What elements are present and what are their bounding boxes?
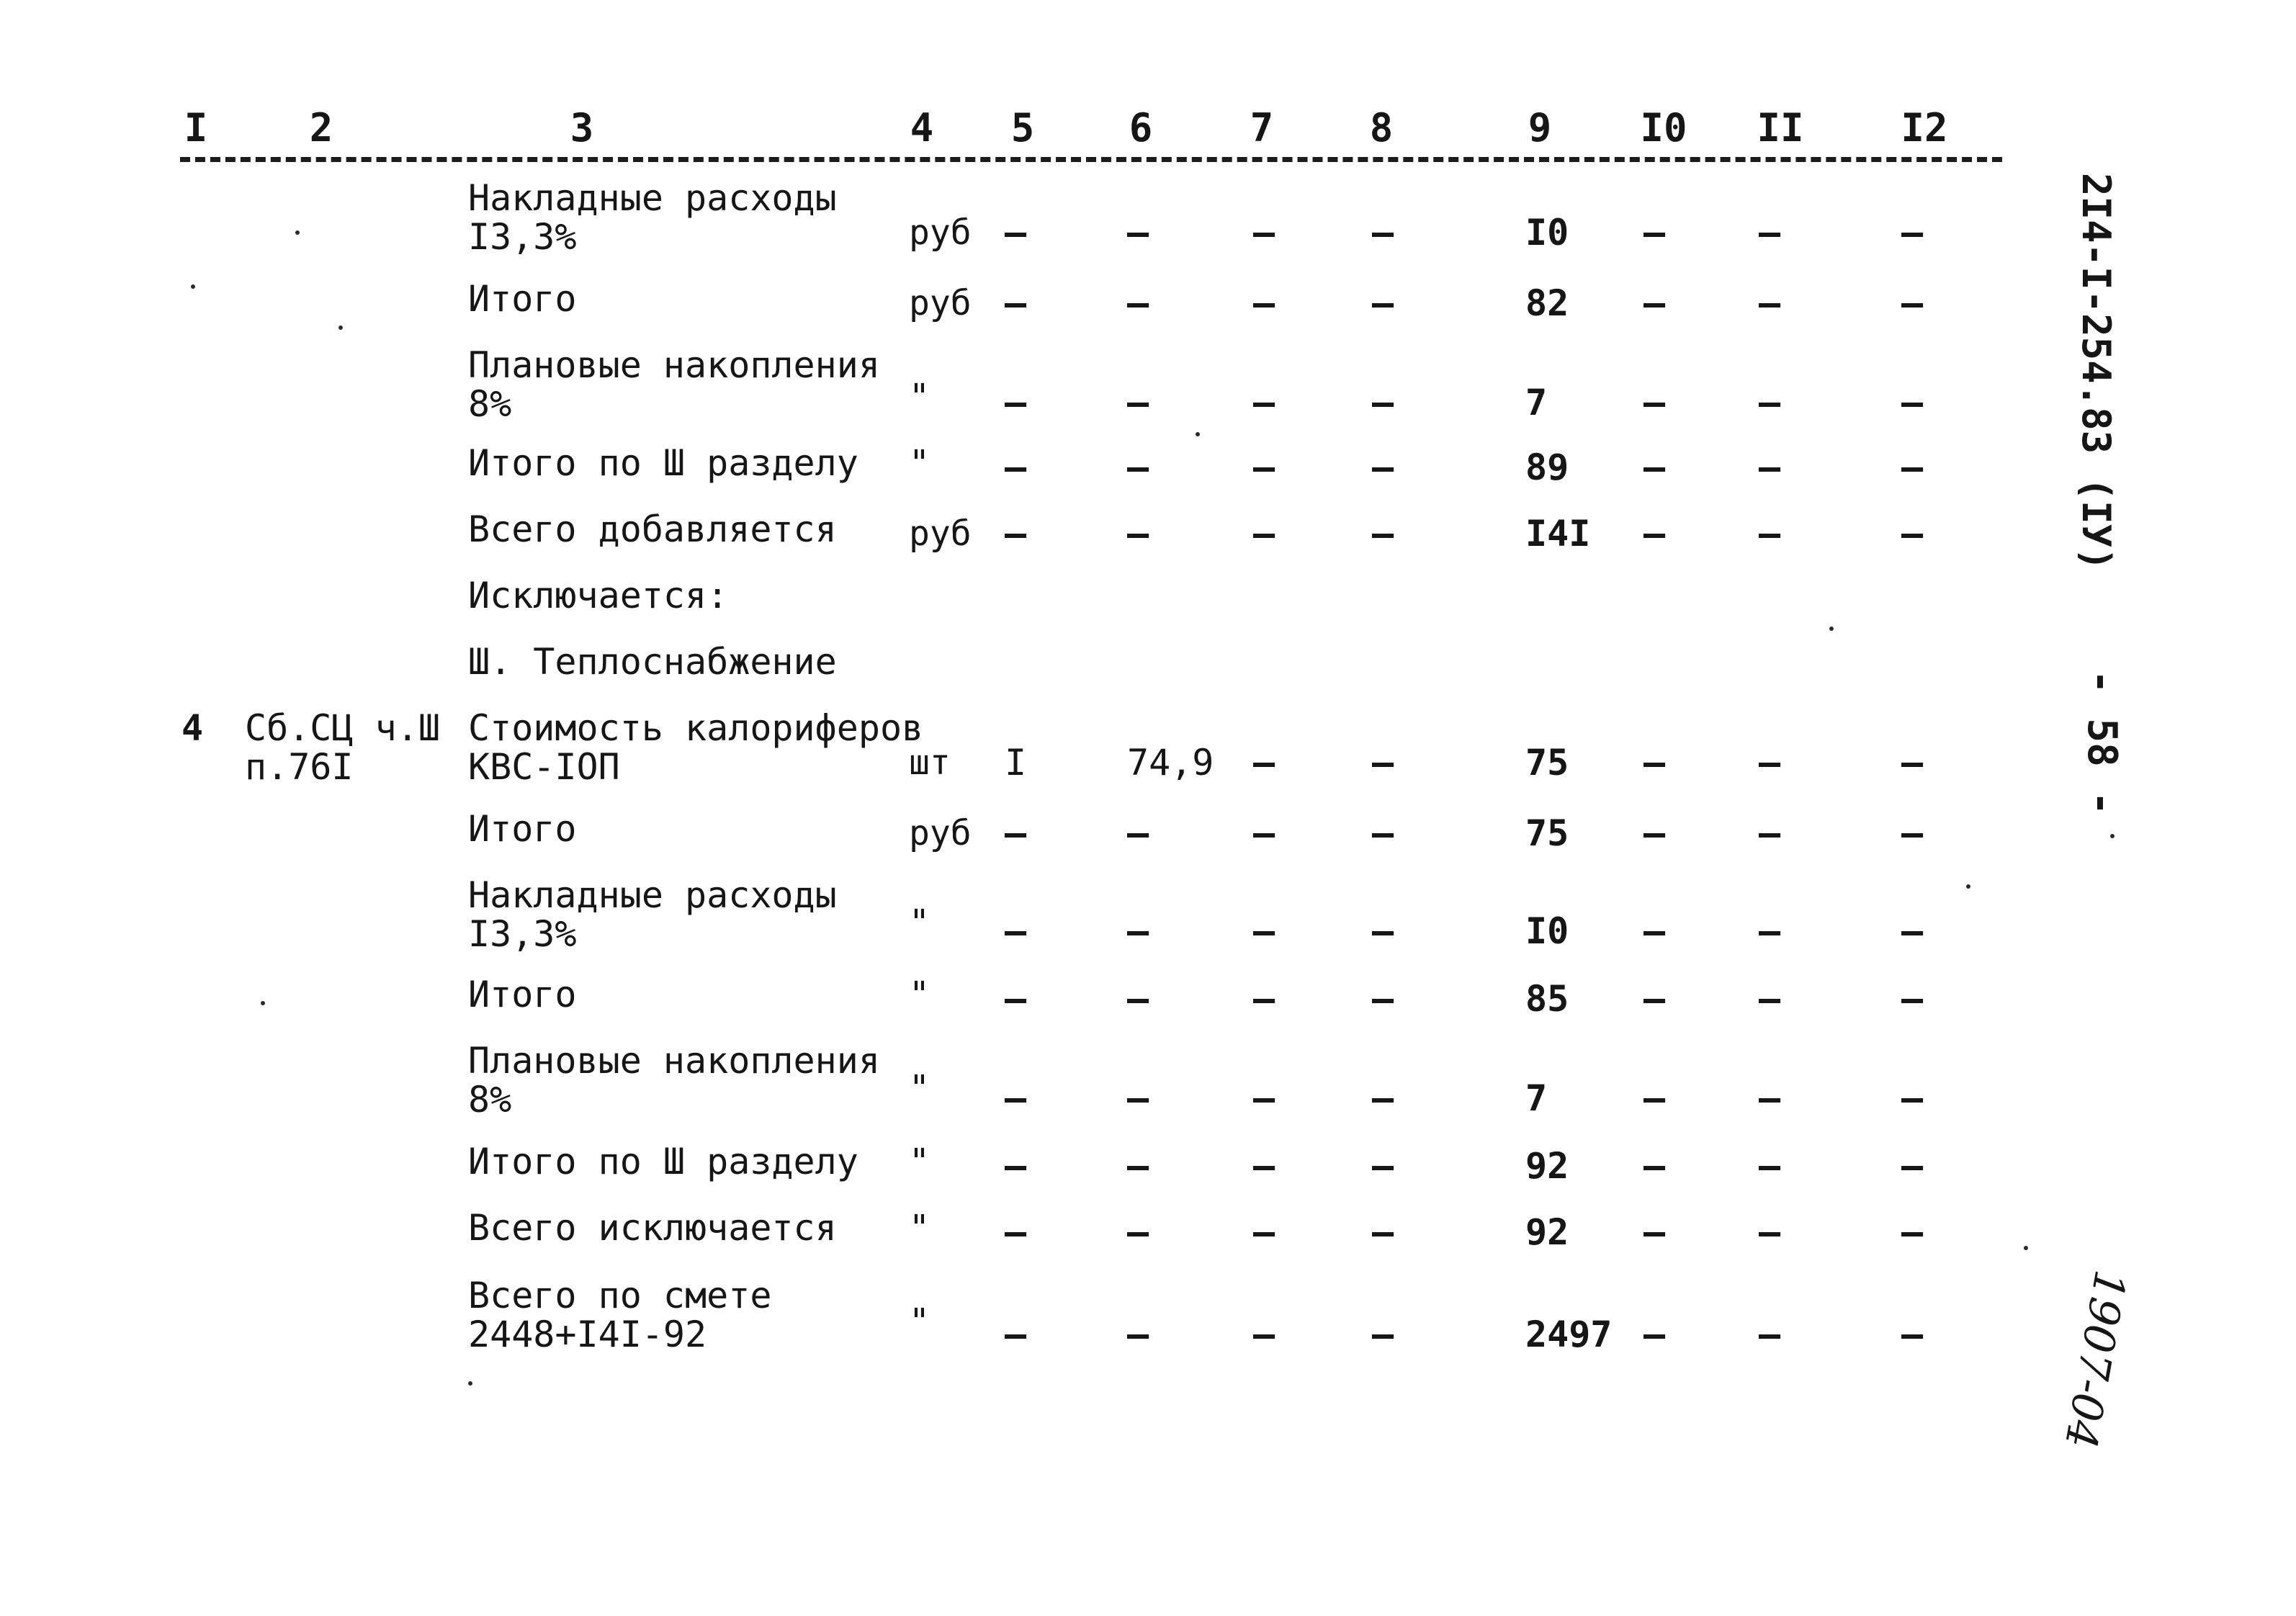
cell-col9: 2497 (1525, 1314, 1613, 1355)
scan-speck (2024, 1246, 2028, 1250)
desc-line: Всего добавляется (468, 508, 837, 550)
cell-col10: – (1643, 1145, 1666, 1187)
cell-col6: – (1127, 978, 1149, 1020)
desc-line: Исключается: (468, 575, 729, 616)
cell-col5: – (1005, 446, 1027, 488)
cell-col9: I0 (1525, 212, 1569, 253)
cell-col7: – (1253, 742, 1275, 784)
cell-col8: – (1372, 910, 1394, 952)
cell-col10: – (1643, 1077, 1666, 1119)
col-header-8: 8 (1369, 105, 1394, 151)
cell-col9: 85 (1525, 978, 1569, 1020)
cell-col12: – (1901, 742, 1924, 784)
unit-cell: " (909, 1208, 930, 1248)
cell-col6: – (1127, 382, 1149, 423)
cell-col6: 74,9 (1127, 742, 1214, 784)
cell-col5: – (1005, 382, 1027, 423)
cell-col7: – (1253, 1314, 1275, 1355)
unit-cell: " (909, 974, 930, 1015)
desc-line: Стоимость калориферов (468, 707, 924, 749)
cell-col11: – (1759, 382, 1781, 423)
unit-cell: " (909, 377, 930, 417)
cell-col11: – (1759, 742, 1781, 784)
unit-cell: " (909, 902, 930, 943)
cell-col8: – (1372, 1211, 1394, 1253)
cell-col9: I4I (1525, 513, 1591, 555)
unit-cell: руб (909, 813, 972, 853)
cell-col9: 92 (1525, 1145, 1569, 1187)
desc-line: Всего по смете (468, 1275, 772, 1316)
ref-line: Сб.СЦ ч.Ш (245, 707, 440, 749)
desc-line: Всего исключается (468, 1207, 837, 1249)
cell-col7: – (1253, 446, 1275, 488)
cell-col8: – (1372, 742, 1394, 784)
cell-col9: 89 (1525, 446, 1569, 488)
row-description (468, 975, 915, 1014)
cell-col11: – (1759, 446, 1781, 488)
cell-col6: – (1127, 1077, 1149, 1119)
ref-line: п.76I (245, 746, 354, 788)
desc-line: 2448+I4I-92 (468, 1314, 707, 1355)
cell-col10: – (1643, 910, 1666, 952)
cell-col11: – (1759, 978, 1781, 1020)
cell-col12: – (1901, 910, 1924, 952)
col-header-10: I0 (1640, 105, 1687, 151)
cell-col5: – (1005, 1314, 1027, 1355)
cell-col5: – (1005, 1145, 1027, 1187)
cell-col6: – (1127, 212, 1149, 253)
row-description (468, 179, 915, 256)
desc-line: Итого (468, 808, 577, 850)
cell-col8: – (1372, 1145, 1394, 1187)
scan-speck (2110, 834, 2115, 838)
scan-speck (295, 230, 300, 235)
cell-col12: – (1901, 812, 1924, 854)
row-description (468, 576, 915, 615)
unit-cell: руб (909, 513, 972, 554)
cell-col11: – (1759, 513, 1781, 555)
cell-col5: – (1005, 212, 1027, 253)
cell-col6: – (1127, 1145, 1149, 1187)
desc-line: КВС-IОП (468, 746, 620, 788)
desc-line: Итого (468, 278, 577, 320)
cell-col12: – (1901, 978, 1924, 1020)
cell-col7: – (1253, 1211, 1275, 1253)
cell-col8: – (1372, 446, 1394, 488)
cell-col8: – (1372, 812, 1394, 854)
cell-col12: – (1901, 1211, 1924, 1253)
cell-col7: – (1253, 812, 1275, 854)
cell-col8: – (1372, 1077, 1394, 1119)
cell-col7: – (1253, 282, 1275, 324)
cell-col9: 7 (1525, 382, 1548, 423)
cell-col5: – (1005, 1077, 1027, 1119)
header-divider (180, 157, 2002, 162)
col-header-9: 9 (1528, 105, 1552, 151)
row-description (468, 707, 924, 788)
handwritten-note: 1907-04 (2054, 1266, 2135, 1453)
cell-col10: – (1643, 446, 1666, 488)
cell-col7: – (1253, 1145, 1275, 1187)
cell-col9: 75 (1525, 812, 1569, 854)
row-description (468, 1276, 915, 1354)
desc-line: Итого (468, 974, 577, 1015)
desc-line: Плановые накопления (468, 344, 880, 386)
row-description (468, 1142, 915, 1181)
cell-col11: – (1759, 812, 1781, 854)
scan-speck (1966, 884, 1970, 889)
cell-col10: – (1643, 1211, 1666, 1253)
desc-line: Итого по Ш разделу (468, 1141, 858, 1182)
col-header-11: II (1757, 105, 1804, 151)
cell-col12: – (1901, 1314, 1924, 1355)
cell-col9: 7 (1525, 1077, 1548, 1119)
cell-col10: – (1643, 513, 1666, 555)
cell-col10: – (1643, 742, 1666, 784)
cell-col10: – (1643, 212, 1666, 253)
cell-col9: 75 (1525, 742, 1569, 784)
cell-col8: – (1372, 1314, 1394, 1355)
cell-col10: – (1643, 978, 1666, 1020)
cell-col12: – (1901, 1077, 1924, 1119)
scan-speck (1196, 432, 1200, 436)
cell-col12: – (1901, 382, 1924, 423)
cell-col8: – (1372, 282, 1394, 324)
col-header-1: I (184, 105, 208, 151)
cell-col10: – (1643, 282, 1666, 324)
desc-line: 8% (468, 383, 512, 425)
scan-speck (191, 284, 195, 289)
cell-col8: – (1372, 513, 1394, 555)
col-header-7: 7 (1250, 105, 1274, 151)
cell-col9: 92 (1525, 1211, 1569, 1253)
cell-col8: – (1372, 382, 1394, 423)
cell-col12: – (1901, 1145, 1924, 1187)
position-number: 4 (181, 707, 204, 749)
unit-cell: " (909, 1068, 930, 1108)
cell-col5: – (1005, 978, 1027, 1020)
row-description (468, 642, 915, 681)
desc-line: 8% (468, 1079, 512, 1121)
cell-col7: – (1253, 212, 1275, 253)
reference-cell (245, 709, 440, 786)
cell-col5: I (1005, 742, 1027, 784)
col-header-3: 3 (570, 105, 594, 151)
cell-col11: – (1759, 212, 1781, 253)
cell-col6: – (1127, 513, 1149, 555)
cell-col7: – (1253, 513, 1275, 555)
row-description (468, 809, 915, 848)
desc-line: I3,3% (468, 913, 577, 955)
cell-col7: – (1253, 382, 1275, 423)
cell-col6: – (1127, 1211, 1149, 1253)
cell-col6: – (1127, 910, 1149, 952)
row-description (468, 279, 915, 318)
cell-col11: – (1759, 1145, 1781, 1187)
page-number: - 58 - (2078, 670, 2125, 816)
desc-line: Накладные расходы (468, 874, 837, 916)
cell-col7: – (1253, 910, 1275, 952)
desc-line: Итого по Ш разделу (468, 442, 858, 484)
scan-speck (261, 1001, 265, 1005)
cell-col6: – (1127, 282, 1149, 324)
unit-cell: руб (909, 283, 972, 323)
cell-col7: – (1253, 978, 1275, 1020)
cell-col11: – (1759, 910, 1781, 952)
cell-col6: – (1127, 446, 1149, 488)
cell-col5: – (1005, 1211, 1027, 1253)
unit-cell: руб (909, 212, 972, 253)
col-header-4: 4 (910, 105, 934, 151)
cell-col5: – (1005, 282, 1027, 324)
cell-col12: – (1901, 513, 1924, 555)
column-header (180, 107, 2002, 164)
cell-col8: – (1372, 978, 1394, 1020)
document-code: 2I4-I-254.83 (IУ) (2073, 173, 2119, 571)
desc-line: Плановые накопления (468, 1040, 880, 1082)
scan-speck (1829, 627, 1834, 631)
cell-col9: 82 (1525, 282, 1569, 324)
unit-cell: шт (909, 742, 951, 783)
cell-col10: – (1643, 382, 1666, 423)
cell-col5: – (1005, 910, 1027, 952)
cell-col7: – (1253, 1077, 1275, 1119)
unit-cell: " (909, 1301, 930, 1342)
cell-col6: – (1127, 1314, 1149, 1355)
desc-line: Накладные расходы (468, 177, 837, 219)
row-description (468, 1041, 915, 1119)
cell-col6: – (1127, 812, 1149, 854)
desc-line: Ш. Теплоснабжение (468, 641, 837, 683)
col-header-2: 2 (309, 105, 333, 151)
cell-col10: – (1643, 1314, 1666, 1355)
row-description (468, 1208, 915, 1247)
cell-col9: I0 (1525, 910, 1569, 952)
row-description (468, 876, 915, 953)
scan-speck (468, 1381, 472, 1386)
row-description (468, 510, 915, 549)
cell-col12: – (1901, 282, 1924, 324)
cell-col10: – (1643, 812, 1666, 854)
cell-col11: – (1759, 1077, 1781, 1119)
row-description (468, 346, 915, 423)
unit-cell: " (909, 443, 930, 483)
cell-col11: – (1759, 1211, 1781, 1253)
col-header-6: 6 (1129, 105, 1153, 151)
col-header-5: 5 (1010, 105, 1035, 151)
desc-line: I3,3% (468, 216, 577, 258)
cell-col12: – (1901, 446, 1924, 488)
row-description (468, 444, 915, 482)
cell-col5: – (1005, 513, 1027, 555)
scan-speck (338, 326, 343, 330)
cell-col8: – (1372, 212, 1394, 253)
unit-cell: " (909, 1141, 930, 1182)
cell-col5: – (1005, 812, 1027, 854)
cell-col11: – (1759, 1314, 1781, 1355)
cell-col11: – (1759, 282, 1781, 324)
col-header-12: I2 (1901, 105, 1948, 151)
cell-col12: – (1901, 212, 1924, 253)
